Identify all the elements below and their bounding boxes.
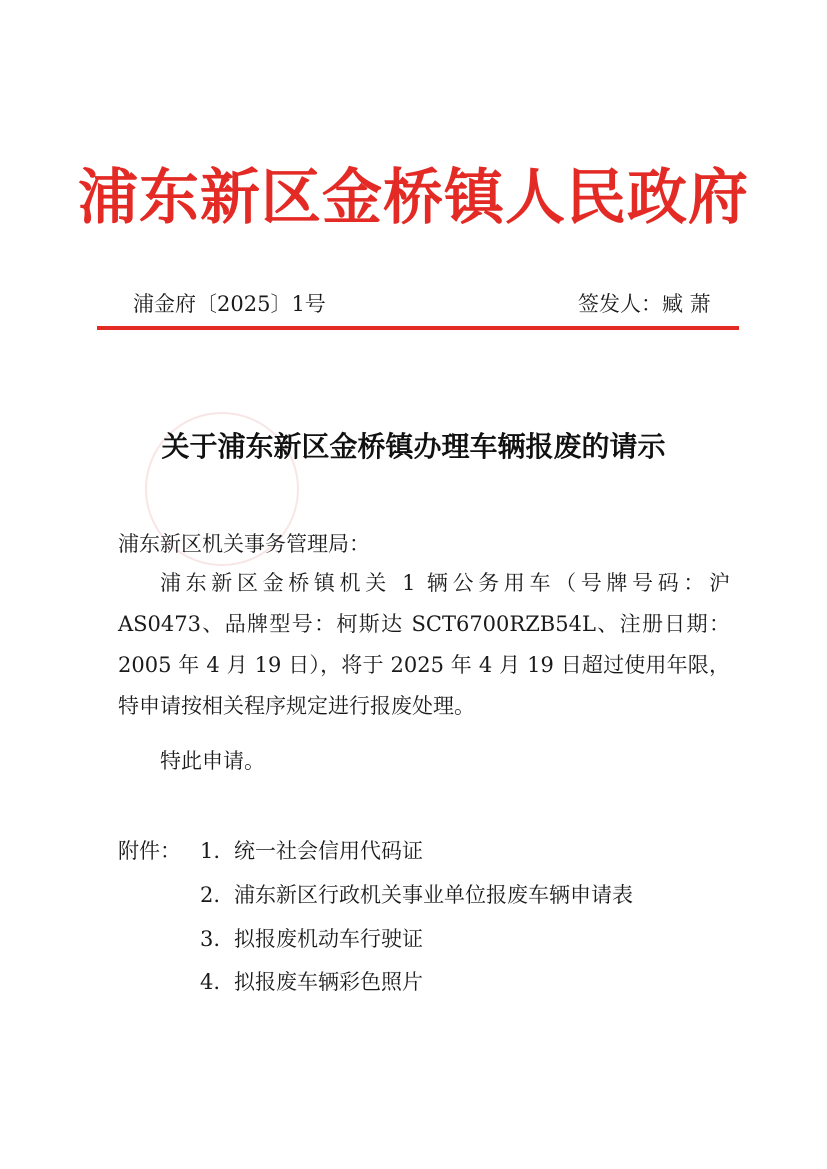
attachment-item xyxy=(200,835,423,865)
attachment-number: 2. xyxy=(200,883,221,907)
body-paragraph: 浦东新区金桥镇机关 1 辆公务用车（号牌号码：沪 AS0473、品牌型号：柯斯达 SCT6700RZB54L、注册日期：2005 年 4 月 19 日），将于 2025 年 4 月 19 日超过使用年限，特申请按相关程序规定进行报废处理。 xyxy=(118,571,730,718)
attachment-number: 4. xyxy=(200,970,221,994)
signer: 签发人：臧 萧 xyxy=(578,292,711,316)
attachment-text: 统一社会信用代码证 xyxy=(234,839,423,863)
attachment-text: 拟报废车辆彩色照片 xyxy=(234,970,423,994)
attachment-item xyxy=(200,923,423,953)
attachment-number: 1. xyxy=(200,839,221,863)
red-separator-line xyxy=(97,326,739,330)
attachment-number: 3. xyxy=(200,927,221,951)
attachment-text: 拟报废机动车行驶证 xyxy=(234,927,423,951)
issuer-title: 浦东新区金桥镇人民政府 xyxy=(78,163,749,233)
document-subject: 关于浦东新区金桥镇办理车辆报废的请示 xyxy=(161,430,666,463)
addressee: 浦东新区机关事务管理局： xyxy=(118,532,370,556)
attachments-label: 附件： xyxy=(118,839,181,863)
document-number: 浦金府〔2025〕1号 xyxy=(133,292,326,316)
attachment-item xyxy=(200,966,423,996)
attachment-item xyxy=(200,879,633,909)
attachment-text: 浦东新区行政机关事业单位报废车辆申请表 xyxy=(234,883,633,907)
closing-line: 特此申请。 xyxy=(160,749,265,773)
